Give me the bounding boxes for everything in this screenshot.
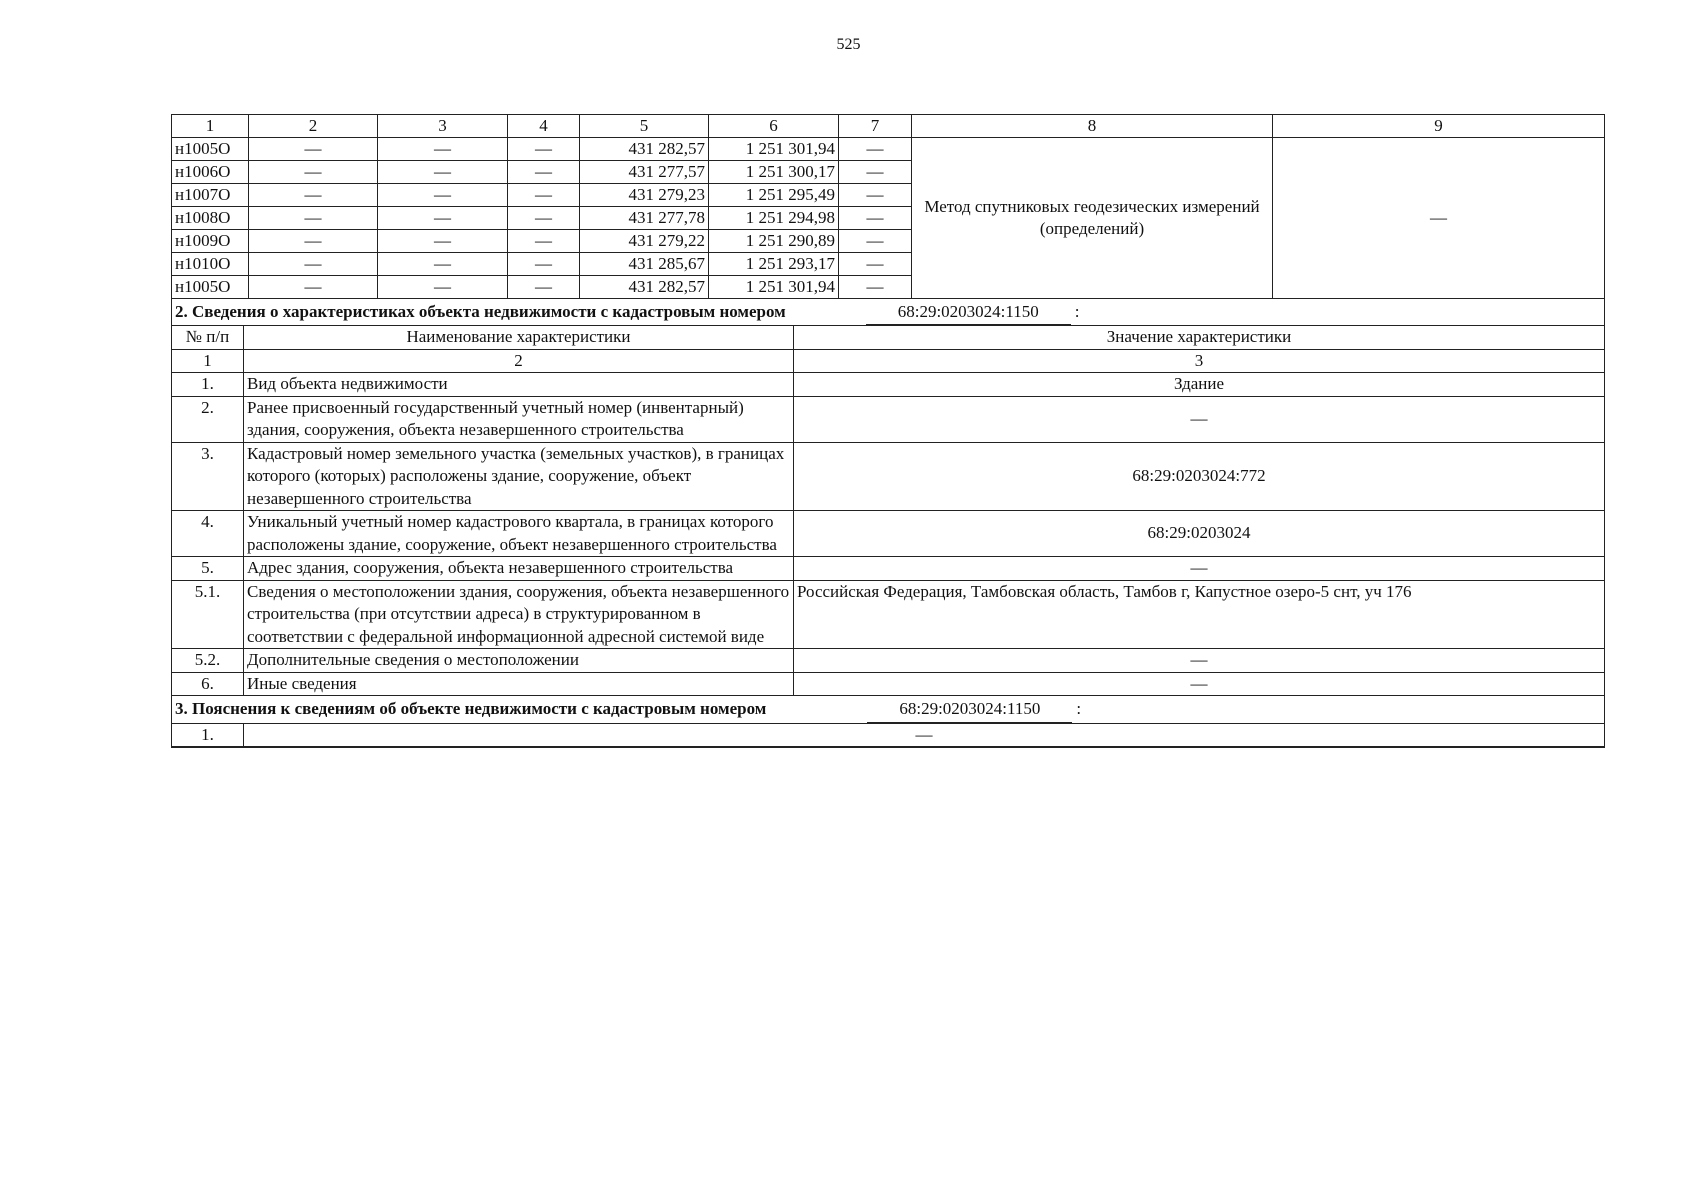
cell: — bbox=[508, 184, 580, 207]
cell: — bbox=[508, 207, 580, 230]
cell: — bbox=[839, 184, 912, 207]
cell: — bbox=[378, 207, 508, 230]
method-cell: Метод спутниковых геодезических измерений (определений) bbox=[912, 138, 1273, 299]
row-num: 3. bbox=[172, 442, 244, 511]
table-row bbox=[172, 138, 1605, 161]
coord-y: 1 251 301,94 bbox=[709, 138, 839, 161]
explanations-table bbox=[171, 695, 1605, 748]
coord-x: 431 285,67 bbox=[580, 253, 709, 276]
point-name: н1005О bbox=[172, 276, 249, 299]
row-value: — bbox=[794, 557, 1605, 581]
cell: — bbox=[249, 230, 378, 253]
col-header: 4 bbox=[508, 115, 580, 138]
index-value: 3 bbox=[794, 349, 1605, 373]
col-header: 6 bbox=[709, 115, 839, 138]
header-num: № п/п bbox=[172, 326, 244, 350]
row-name: Дополнительные сведения о местоположении bbox=[244, 649, 794, 673]
cell: — bbox=[378, 161, 508, 184]
characteristics-header-row bbox=[172, 326, 1605, 350]
row-name: Вид объекта недвижимости bbox=[244, 373, 794, 397]
row-num: 5.1. bbox=[172, 580, 244, 649]
cell: — bbox=[839, 138, 912, 161]
coord-x: 431 277,78 bbox=[580, 207, 709, 230]
col-header: 1 bbox=[172, 115, 249, 138]
col-header: 9 bbox=[1273, 115, 1605, 138]
coord-x: 431 282,57 bbox=[580, 276, 709, 299]
coord-x: 431 277,57 bbox=[580, 161, 709, 184]
col9-cell: — bbox=[1273, 138, 1605, 299]
point-name: н1007О bbox=[172, 184, 249, 207]
cell: — bbox=[249, 207, 378, 230]
row-num: 6. bbox=[172, 672, 244, 696]
coord-y: 1 251 290,89 bbox=[709, 230, 839, 253]
table-row bbox=[172, 511, 1605, 557]
cell: — bbox=[508, 138, 580, 161]
cell: — bbox=[249, 184, 378, 207]
header-value: Значение характеристики bbox=[794, 326, 1605, 350]
coord-y: 1 251 293,17 bbox=[709, 253, 839, 276]
table-row bbox=[172, 396, 1605, 442]
point-name: н1008О bbox=[172, 207, 249, 230]
col-header: 5 bbox=[580, 115, 709, 138]
cell: — bbox=[249, 276, 378, 299]
cadastral-number: 68:29:0203024:1150 bbox=[866, 299, 1071, 325]
section-2-title: 2. Сведения о характеристиках объекта недвижимости с кадастровым номером bbox=[175, 302, 786, 321]
section-3-title: 3. Пояснения к сведениям об объекте недвижимости с кадастровым номером bbox=[175, 699, 767, 718]
cell: — bbox=[839, 230, 912, 253]
section-3-title-row bbox=[172, 696, 1605, 724]
table-row bbox=[172, 373, 1605, 397]
table-row bbox=[172, 724, 1605, 748]
row-name: Уникальный учетный номер кадастрового квартала, в границах которого расположены здание, сооружение, объект незавершенного строительства bbox=[244, 511, 794, 557]
coord-x: 431 282,57 bbox=[580, 138, 709, 161]
cell: — bbox=[839, 161, 912, 184]
index-num: 1 bbox=[172, 349, 244, 373]
row-num: 1. bbox=[172, 373, 244, 397]
document bbox=[171, 114, 1604, 748]
coord-x: 431 279,22 bbox=[580, 230, 709, 253]
table-row bbox=[172, 580, 1605, 649]
row-num: 5.2. bbox=[172, 649, 244, 673]
row-value: Здание bbox=[794, 373, 1605, 397]
coord-y: 1 251 300,17 bbox=[709, 161, 839, 184]
cell: — bbox=[249, 161, 378, 184]
cell: — bbox=[508, 161, 580, 184]
row-value: — bbox=[794, 396, 1605, 442]
point-name: н1006О bbox=[172, 161, 249, 184]
row-value: Российская Федерация, Тамбовская область, Тамбов г, Капустное озеро-5 снт, уч 176 bbox=[794, 580, 1605, 649]
row-name: Ранее присвоенный государственный учетный номер (инвентарный) здания, сооружения, объекта незавершенного строительства bbox=[244, 396, 794, 442]
cell: — bbox=[378, 184, 508, 207]
colon: : bbox=[1074, 302, 1080, 321]
cell: — bbox=[508, 230, 580, 253]
point-name: н1009О bbox=[172, 230, 249, 253]
row-value: 68:29:0203024 bbox=[794, 511, 1605, 557]
col-header: 3 bbox=[378, 115, 508, 138]
colon: : bbox=[1076, 699, 1082, 718]
row-num: 1. bbox=[172, 724, 244, 748]
point-name: н1005О bbox=[172, 138, 249, 161]
row-name: Сведения о местоположении здания, сооружения, объекта незавершенного строительства (при отсутствии адреса) в структурированном в соответствии с федеральной информационной адресной системой виде bbox=[244, 580, 794, 649]
cell: — bbox=[249, 253, 378, 276]
point-name: н1010О bbox=[172, 253, 249, 276]
col-header: 7 bbox=[839, 115, 912, 138]
cell: — bbox=[839, 207, 912, 230]
row-name: Кадастровый номер земельного участка (земельных участков), в границах которого (которых) расположены здание, сооружение, объект незавершенного строительства bbox=[244, 442, 794, 511]
cell: — bbox=[508, 253, 580, 276]
row-name: Адрес здания, сооружения, объекта незавершенного строительства bbox=[244, 557, 794, 581]
row-num: 2. bbox=[172, 396, 244, 442]
row-name: Иные сведения bbox=[244, 672, 794, 696]
table-row bbox=[172, 649, 1605, 673]
col-header: 8 bbox=[912, 115, 1273, 138]
coord-y: 1 251 301,94 bbox=[709, 276, 839, 299]
coords-header-row bbox=[172, 115, 1605, 138]
cell: — bbox=[378, 138, 508, 161]
table-row bbox=[172, 557, 1605, 581]
cell: — bbox=[378, 230, 508, 253]
cell: — bbox=[249, 138, 378, 161]
coordinates-table bbox=[171, 114, 1605, 299]
row-num: 4. bbox=[172, 511, 244, 557]
characteristics-index-row bbox=[172, 349, 1605, 373]
row-text: — bbox=[244, 724, 1605, 748]
table-row bbox=[172, 442, 1605, 511]
row-value: 68:29:0203024:772 bbox=[794, 442, 1605, 511]
index-name: 2 bbox=[244, 349, 794, 373]
cell: — bbox=[508, 276, 580, 299]
characteristics-table bbox=[171, 298, 1605, 696]
row-value: — bbox=[794, 649, 1605, 673]
cell: — bbox=[378, 276, 508, 299]
section-2-title-row bbox=[172, 299, 1605, 326]
cell: — bbox=[839, 276, 912, 299]
coord-y: 1 251 295,49 bbox=[709, 184, 839, 207]
table-row bbox=[172, 672, 1605, 696]
header-name: Наименование характеристики bbox=[244, 326, 794, 350]
row-num: 5. bbox=[172, 557, 244, 581]
row-value: — bbox=[794, 672, 1605, 696]
page-number: 525 bbox=[836, 36, 861, 53]
col-header: 2 bbox=[249, 115, 378, 138]
cadastral-number: 68:29:0203024:1150 bbox=[867, 696, 1072, 723]
cell: — bbox=[839, 253, 912, 276]
coord-x: 431 279,23 bbox=[580, 184, 709, 207]
cell: — bbox=[378, 253, 508, 276]
coord-y: 1 251 294,98 bbox=[709, 207, 839, 230]
